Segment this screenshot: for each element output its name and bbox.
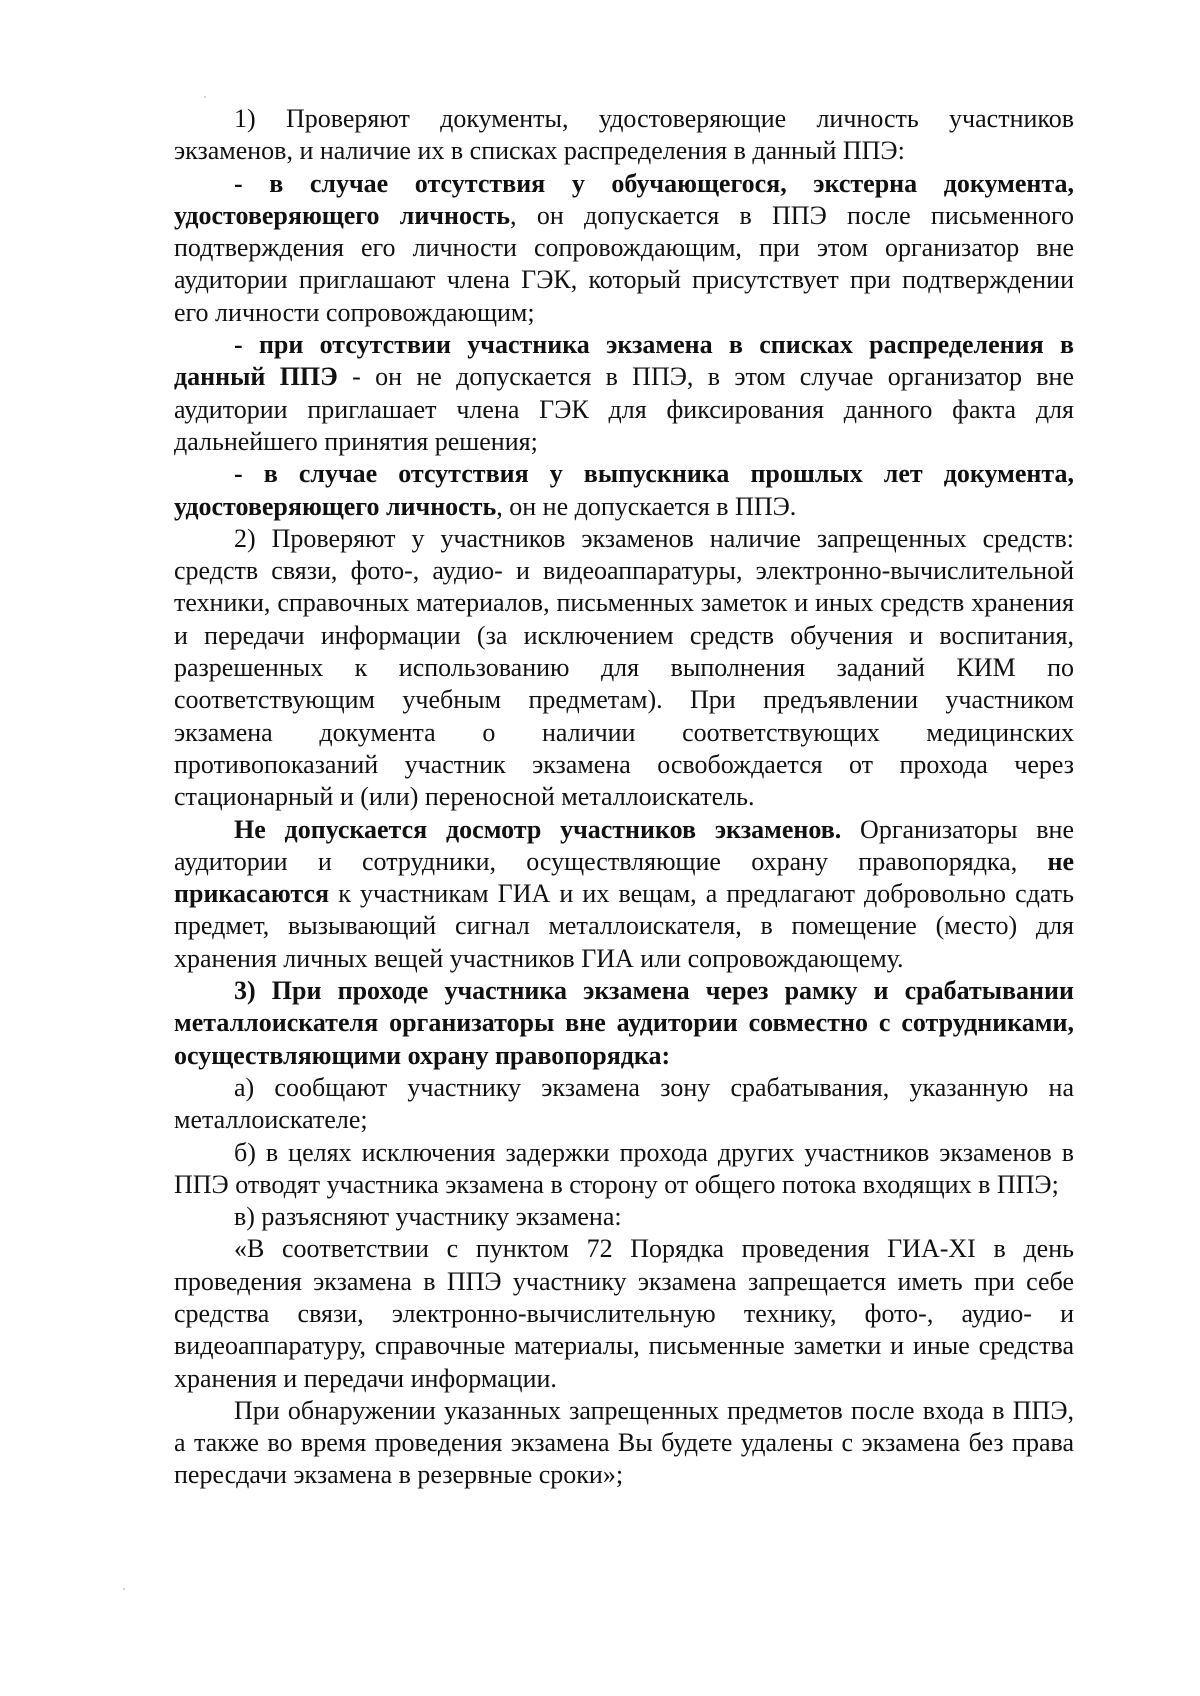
paragraph-4-emphasis: - в случае отсутствия у выпускника прошлых лет документа, удостоверяющего личность (174, 459, 1074, 521)
paragraph-11 (174, 1233, 1074, 1394)
paragraph-6-emphasis: Не допускается досмотр участников экзаменов. (234, 814, 842, 844)
paragraph-2-emphasis: - в случае отсутствия у обучающегося, экстерна документа, удостоверяющего личность (174, 168, 1074, 230)
paragraph-2 (174, 168, 1074, 329)
paragraph-10 (174, 1201, 1074, 1233)
paragraph-5-text: 2) Проверяют у участников экзаменов наличие запрещенных средств: средств связи, фото-, аудио- и видеоаппаратуры, электронно-вычислительной техники, справочных материалов, письменных заметок и иных средств хранения и передачи информации (за исключением средств обучения и воспитания, разрешенных к использованию для выполнения заданий КИМ по соответствующим учебным предметам). При предъявлении участником экзамена документа о наличии соответствующих медицинских противопоказаний участник экзамена освобождается от прохода через стационарный и (или) переносной металлоискатель. (174, 523, 1074, 812)
paragraph-5 (174, 523, 1074, 814)
paragraph-9-text: б) в целях исключения задержки прохода других участников экзаменов в ППЭ отводят участника экзамена в сторону от общего потока входящих в ППЭ; (174, 1137, 1074, 1199)
paragraph-6-emphasis-2: не прикасаются (174, 846, 1074, 909)
scan-speck (123, 1588, 125, 1590)
paragraph-4-text: , он не допускается в ППЭ. (496, 491, 797, 521)
document-body (174, 103, 1074, 1492)
paragraph-3-emphasis: - при отсутствии участника экзамена в списках распределения в данный ППЭ (174, 330, 1074, 392)
scan-speck (204, 96, 206, 98)
paragraph-6-text: Организаторы вне аудитории и сотрудники, осуществляющие охрану правопорядка, (174, 814, 1074, 876)
paragraph-7-heading: 3) При проходе участника экзамена через рамку и срабатывании металлоискателя организаторы вне аудитории совместно с сотрудниками, осуществляющими охрану правопорядка: (174, 976, 1074, 1070)
paragraph-3-text: - он не допускается в ППЭ, в этом случае организатор вне аудитории приглашает члена ГЭК для фиксирования данного факта для дальнейшего принятия решения; (174, 362, 1074, 456)
paragraph-1 (174, 103, 1074, 168)
paragraph-12 (174, 1395, 1074, 1492)
paragraph-8 (174, 1072, 1074, 1137)
paragraph-6-text-2: к участникам ГИА и их вещам, а предлагают добровольно сдать предмет, вызывающий сигнал металлоискателя, в помещение (место) для хранения личных вещей участников ГИА или сопровождающему. (174, 879, 1074, 973)
paragraph-2-text: , он допускается в ППЭ после письменного подтверждения его личности сопровождающим, при этом организатор вне аудитории приглашают члена ГЭК, который присутствует при подтверждении его личности сопровождающим; (174, 200, 1074, 327)
paragraph-6 (174, 814, 1074, 975)
paragraph-10-text: в) разъясняют участнику экзамена: (234, 1202, 622, 1232)
paragraph-8-text: а) сообщают участнику экзамена зону срабатывания, указанную на металлоискателе; (174, 1072, 1074, 1135)
paragraph-4 (174, 458, 1074, 523)
paragraph-7 (174, 975, 1074, 1072)
paragraph-11-text: «В соответствии с пунктом 72 Порядка проведения ГИА-XI в день проведения экзамена в ППЭ участнику экзамена запрещается иметь при себе средства связи, электронно-вычислительную технику, фото-, аудио- и видеоаппаратуру, справочные материалы, письменные заметки и иные средства хранения и передачи информации. (174, 1234, 1074, 1393)
paragraph-9 (174, 1137, 1074, 1202)
paragraph-12-text: При обнаружении указанных запрещенных предметов после входа в ППЭ, а также во время проведения экзамена Вы будете удалены с экзамена без права пересдачи экзамена в резервные сроки»; (174, 1395, 1074, 1490)
paragraph-1-text: 1) Проверяют документы, удостоверяющие личность участников экзаменов, и наличие их в списках распределения в данный ППЭ: (174, 104, 1074, 166)
paragraph-3 (174, 329, 1074, 458)
